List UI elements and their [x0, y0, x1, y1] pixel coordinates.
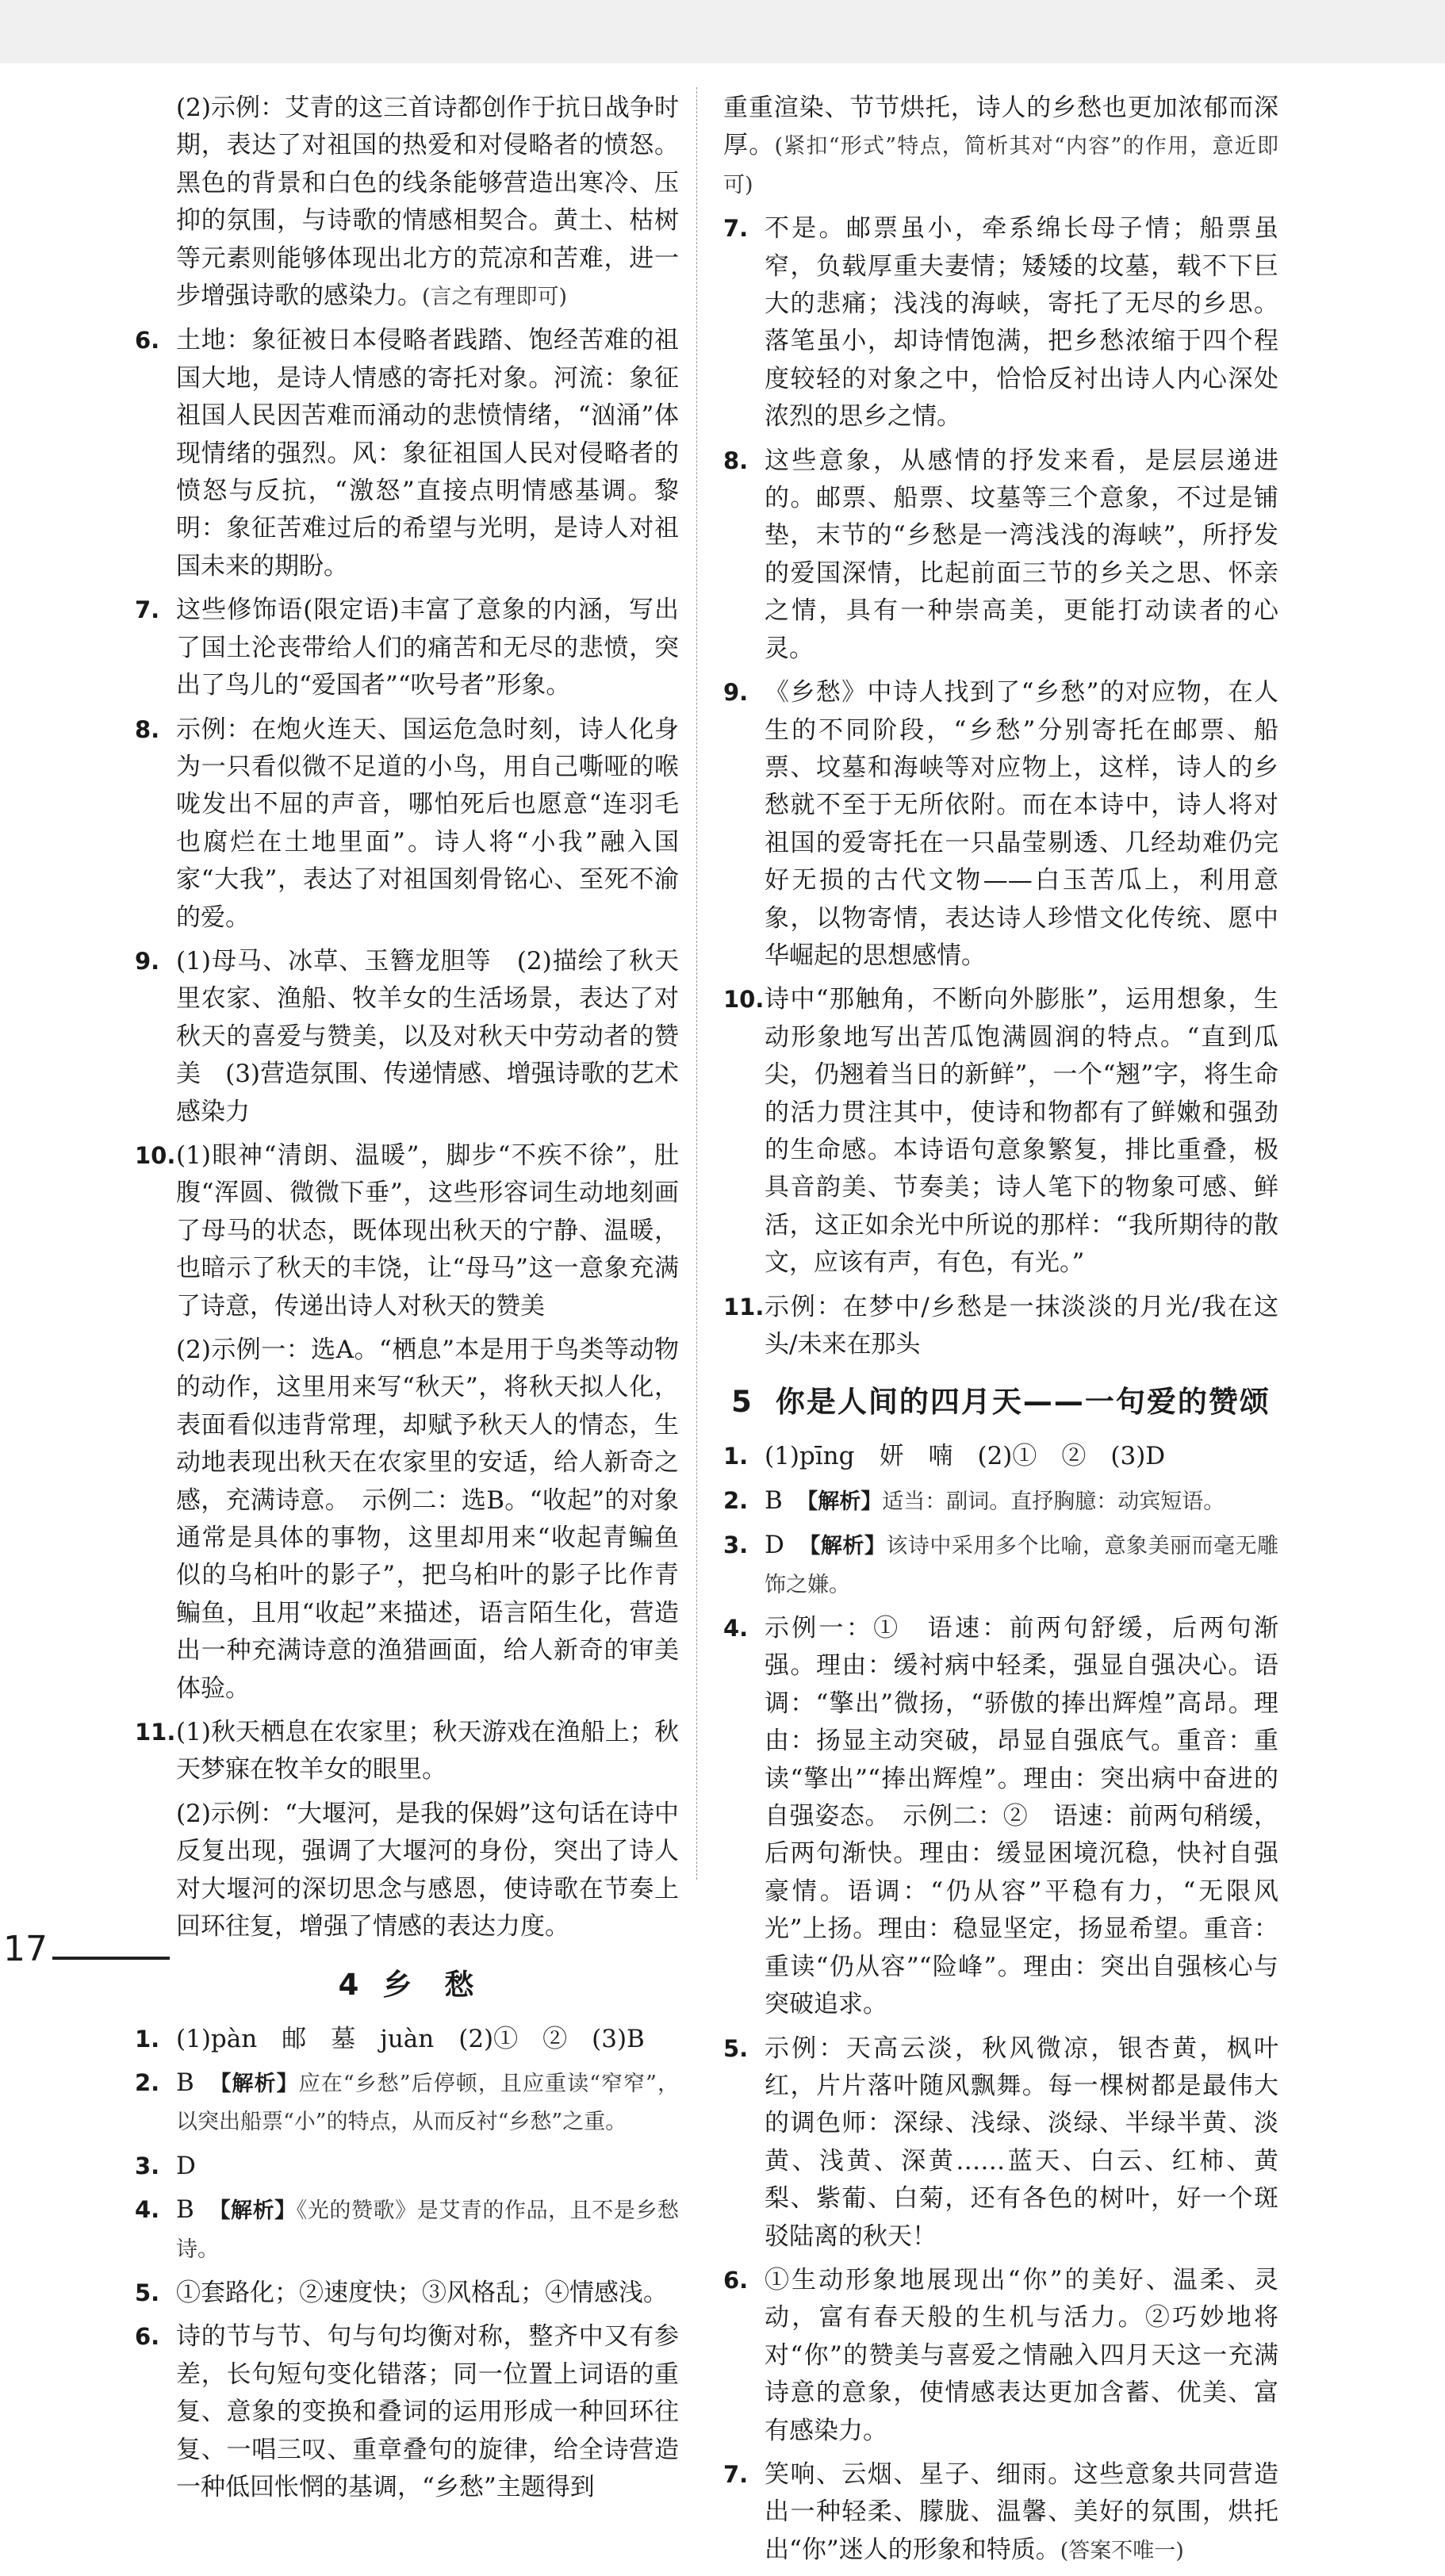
answer-segment: 应在“乡愁”后停顿，且应重读“窄窄”，以突出船票“小”的特点，从而反衬“乡愁”之重。 [176, 2071, 679, 2135]
answer-text [176, 592, 679, 704]
answer-segment: 示例：在炮火连天、国运危急时刻，诗人化身为一只看似微不足道的小鸟，用自己嘶哑的喉咙发出不屈的声音，哪怕死后也愿意“连羽毛也腐烂在土地里面”。诗人将“小我”融入国家“大我”，表达了对祖国刻骨铭心、至死不渝的爱。 [176, 715, 679, 932]
answer-text [176, 1796, 679, 1946]
answer-segment: 示例一：① 语速：前两句舒缓，后两句渐强。理由：缓衬病中轻柔，强显自强决心。语调：“擎出”微扬，“骄傲的捧出辉煌”高昂。理由：扬显主动突破，昂显自强底气。重音：重读“擎出”“捧出辉煌”。理由：突出病中奋进的自强姿态。 示例二：② 语速：前两句稍缓，后两句渐快。理由：缓显困境沉稳，快衬自强豪情。语调：“仍从容”平稳有力，“无限风光”上扬。理由：稳显坚定，扬显希望。重音：重读“仍从容”“险峰”。理由：突出自强核心与突破追求。 [765, 1614, 1278, 2019]
right-answer-list [723, 90, 1278, 1363]
answer-item [135, 943, 679, 1131]
answer-segment: (1)母马、冰草、玉簪龙胆等 (2)描绘了秋天里农家、渔船、牧羊女的生活场景，表达了对秋天的喜爱与赞美，以及对秋天中劳动者的赞美 (3)营造氛围、传递情感、增强诗歌的艺术感染力 [176, 946, 679, 1126]
section-4-answer-list [135, 2021, 679, 2507]
answer-number: 5. [135, 2279, 160, 2306]
answer-text [765, 1289, 1278, 1364]
answer-text [176, 943, 679, 1131]
answer-number: 8. [135, 715, 160, 743]
section-5-answer-list [723, 1438, 1278, 2570]
answer-item [135, 1796, 679, 1946]
answer-number: 1. [723, 1443, 749, 1470]
answer-item [135, 1714, 679, 1789]
column-divider [696, 87, 697, 1880]
answer-text [765, 2456, 1278, 2570]
answer-note: (紧扣“形式”特点，简析其对“内容”的作用，意近即可) [723, 134, 1278, 197]
answer-text [765, 1438, 1278, 1475]
answer-text [723, 90, 1278, 204]
analysis-tag: 【解析】 [809, 1534, 887, 1559]
answer-item [723, 674, 1278, 975]
answer-item [723, 1289, 1278, 1364]
answer-segment: 土地：象征被日本侵略者践踏、饱经苦难的祖国大地，是诗人情感的寄托对象。河流：象征祖国人民因苦难而涌动的悲愤情绪，“汹涌”体现情绪的强烈。风：象征祖国人民对侵略者的愤怒与反抗，“激怒”直接点明情感基调。黎明：象征苦难过后的希望与光明，是诗人对祖国未来的期盼。 [176, 326, 679, 581]
analysis-tag: 【解析】 [220, 2071, 299, 2096]
answer-item [135, 711, 679, 937]
answer-number: 1. [135, 2025, 160, 2053]
answer-segment: (2)示例：“大堰河，是我的保姆”这句话在诗中反复出现，强调了大堰河的身份，突出了诗人对大堰河的深切思念与感恩，使诗歌在节奏上回环往复，增强了情感的表达力度。 [176, 1799, 679, 1942]
answer-item [723, 981, 1278, 1282]
answer-segment: 适当：副词。直抒胸臆：动宾短语。 [882, 1489, 1225, 1514]
answer-text [176, 90, 679, 316]
answer-segment: B [176, 2195, 220, 2225]
answer-segment: 诗中“那触角，不断向外膨胀”，运用想象，生动形象地写出苦瓜饱满圆润的特点。“直到瓜尖，仍翘着当日的新鲜”，一个“翘”字，将生命的活力贯注其中，使诗和物都有了鲜嫩和强劲的生命感。本诗语句意象繁复，排比重叠，极具音韵美、节奏美；诗人笔下的物象可感、鲜活，这正如余光中所说的那样：“我所期待的散文，应该有声，有色，有光。” [765, 985, 1278, 1278]
page-number-rule [52, 1957, 170, 1960]
answer-number: 7. [135, 596, 160, 624]
answer-number: 4. [135, 2196, 160, 2224]
right-column [723, 90, 1278, 2576]
answer-number: 6. [135, 2323, 160, 2351]
answer-number: 11. [723, 1293, 765, 1321]
section-5-number: 5 [731, 1385, 753, 1420]
answer-number: 2. [723, 1486, 749, 1514]
answer-text [176, 322, 679, 585]
answer-text [176, 1137, 679, 1325]
answer-segment: 《光的赞歌》是艾青的作品，且不是乡愁诗。 [176, 2198, 680, 2262]
answer-number: 3. [723, 1531, 749, 1559]
answer-item [135, 592, 679, 704]
answer-item [135, 2064, 679, 2141]
answer-segment: 这些修饰语(限定语)丰富了意象的内涵，写出了国土沦丧带给人们的痛苦和无尽的悲愤，突出了鸟儿的“爱国者”“吹号者”形象。 [176, 596, 679, 700]
section-5-title: 你是人间的四月天——一句爱的赞颂 [775, 1385, 1271, 1420]
answer-item [135, 2148, 679, 2185]
scan-top-band [0, 0, 1445, 63]
answer-text [176, 2191, 679, 2268]
answer-item [135, 1332, 679, 1708]
answer-segment: B [176, 2068, 220, 2097]
page-number: 17 [3, 1929, 48, 1969]
section-5-heading [723, 1378, 1278, 1420]
answer-text [176, 2318, 679, 2506]
answer-item [723, 2456, 1278, 2570]
analysis-tag: 【解析】 [807, 1489, 883, 1514]
answer-number: 8. [723, 447, 749, 474]
answer-text [765, 443, 1278, 668]
answer-text [765, 981, 1278, 1282]
answer-text [765, 1482, 1278, 1520]
answer-item [723, 1527, 1278, 1604]
answer-number: 6. [135, 327, 160, 355]
answer-text [765, 674, 1278, 975]
answer-segment: B [765, 1485, 807, 1515]
answer-item [135, 2191, 679, 2268]
answer-item [723, 2262, 1278, 2450]
answer-segment: ①套路化；②速度快；③风格乱；④情感浅。 [176, 2278, 668, 2307]
answer-number: 5. [723, 2034, 749, 2062]
answer-item [135, 2275, 679, 2312]
answer-text [176, 1714, 679, 1789]
answer-number: 10. [135, 1141, 176, 1169]
answer-text [765, 1527, 1278, 1604]
analysis-tag: 【解析】 [219, 2198, 297, 2224]
answer-text [176, 2021, 679, 2058]
answer-note: (答案不唯一) [1060, 2538, 1184, 2563]
answer-number: 9. [723, 679, 749, 707]
answer-number: 3. [135, 2152, 160, 2179]
answer-segment: (1)pīng 妍 喃 (2)① ② (3)D [765, 1442, 1166, 1471]
answer-number: 2. [135, 2068, 160, 2096]
answer-item [135, 1137, 679, 1325]
answer-item [723, 2030, 1278, 2256]
answer-item [135, 2021, 679, 2058]
answer-item [723, 1438, 1278, 1475]
answer-segment: 笑响、云烟、星子、细雨。这些意象共同营造出一种轻柔、朦胧、温馨、美好的氛围，烘托出“你”迷人的形象和特质。 [765, 2459, 1278, 2564]
answer-segment: 《乡愁》中诗人找到了“乡愁”的对应物，在人生的不同阶段，“乡愁”分别寄托在邮票、船票、坟墓和海峡等对应物上，这样，诗人的乡愁就不至于无所依附。而在本诗中，诗人将对祖国的爱寄托在一只晶莹剔透、几经劫难仍完好无损的古代文物——白玉苦瓜上，利用意象，以物寄情，表达诗人珍惜文化传统、愿中华崛起的思想感情。 [765, 678, 1278, 970]
answer-segment: (1)pàn 邮 墓 juàn (2)① ② (3)B [176, 2024, 645, 2053]
answer-segment: (2)示例一：选A。“栖息”本是用于鸟类等动物的动作，这里用来写“秋天”，将秋天拟人化，表面看似违背常理，却赋予秋天人的情态，生动地表现出秋天在农家里的安适，给人新奇之感，充满诗意。 示例二：选B。“收起”的对象通常是具体的事物，这里却用来“收起青鳊鱼似的乌桕叶的影子”，把乌桕叶的影子比作青鳊鱼，且用“收起”来描述，语言陌生化，营造出一种充满诗意的渔猎画面，给人新奇的审美体验。 [176, 1336, 679, 1703]
answer-segment: 重重渲染、节节烘托，诗人的乡愁也更加浓郁而深厚。 [723, 94, 1278, 160]
answer-item [135, 90, 679, 316]
answer-number: 4. [723, 1615, 749, 1643]
answer-segment: 这些意象，从感情的抒发来看，是层层递进的。邮票、船票、坟墓等三个意象，不过是铺垫，末节的“乡愁是一湾浅浅的海峡”，所抒发的爱国深情，比起前面三节的乡关之思、怀亲之情，具有一种崇高美，更能打动读者的心灵。 [765, 446, 1278, 663]
answer-segment: ①生动形象地展现出“你”的美好、温柔、灵动，富有春天般的生机与活力。②巧妙地将对“你”的赞美与喜爱之情融入四月天这一充满诗意的意象，使情感表达更加含蓄、优美、富有感染力。 [765, 2265, 1278, 2445]
answer-segment: 不是。邮票虽小，牵系绵长母子情；船票虽窄，负载厚重夫妻情；矮矮的坟墓，载不下巨大的悲痛；浅浅的海峡，寄托了无尽的乡思。落笔虽小，却诗情饱满，把乡愁浓缩于四个程度较轻的对象之中，恰恰反衬出诗人内心深处浓烈的思乡之情。 [765, 214, 1278, 431]
answer-segment: (1)眼神“清朗、温暖”，脚步“不疾不徐”，肚腹“浑圆、微微下垂”，这些形容词生动地刻画了母马的状态，既体现出秋天的宁静、温暖，也暗示了秋天的丰饶，让“母马”这一意象充满了诗意，传递出诗人对秋天的赞美 [176, 1140, 679, 1321]
left-column [135, 90, 679, 2513]
section-4-number: 4 [338, 1967, 361, 2002]
answer-segment: 诗的节与节、句与句均衡对称，整齐中又有参差，长句短句变化错落；同一位置上词语的重复、意象的变换和叠词的运用形成一种回环往复、一唱三叹、重章叠句的旋律，给全诗营造一种低回怅惘的基调，“乡愁”主题得到 [176, 2322, 679, 2501]
answer-item [723, 1482, 1278, 1520]
answer-segment: (1)秋天栖息在农家里；秋天游戏在渔船上；秋天梦寐在牧羊女的眼里。 [176, 1718, 679, 1784]
answer-text [176, 2148, 679, 2185]
answer-text [765, 210, 1278, 435]
answer-text [765, 2262, 1278, 2450]
answer-item [135, 2318, 679, 2506]
answer-text [176, 2275, 679, 2312]
answer-number: 7. [723, 215, 749, 243]
answer-text [176, 2064, 679, 2141]
answer-item [723, 90, 1278, 204]
answer-item [135, 322, 679, 585]
answer-number: 11. [135, 1719, 176, 1746]
answer-number: 9. [135, 947, 160, 975]
answer-number: 10. [723, 986, 765, 1014]
answer-text [765, 2030, 1278, 2256]
answer-segment: D [176, 2151, 196, 2180]
answer-text [765, 1610, 1278, 2023]
answer-number: 7. [723, 2460, 749, 2488]
answer-text [176, 1332, 679, 1708]
section-4-title: 乡 愁 [382, 1967, 476, 2002]
answer-item [723, 443, 1278, 668]
answer-segment: 该诗中采用多个比喻，意象美丽而毫无雕饰之嫌。 [765, 1534, 1279, 1597]
left-answer-list [135, 90, 679, 1946]
answer-segment: 示例：在梦中/乡愁是一抹淡淡的月光/我在这头/未来在那头 [765, 1292, 1278, 1359]
answer-segment: D [765, 1531, 810, 1560]
answer-number: 6. [723, 2266, 749, 2294]
answer-note: (言之有理即可) [422, 285, 568, 310]
answer-text [176, 711, 679, 937]
answer-segment: (2)示例：艾青的这三首诗都创作于抗日战争时期，表达了对祖国的热爱和对侵略者的愤怒。黑色的背景和白色的线条能够营造出寒冷、压抑的氛围，与诗歌的情感相契合。黄土、枯树等元素则能够体现出北方的荒凉和苦难，进一步增强诗歌的感染力。 [176, 94, 679, 311]
answer-item [723, 1610, 1278, 2023]
answer-segment: 示例：天高云淡，秋风微凉，银杏黄，枫叶红，片片落叶随风飘舞。每一棵树都是最伟大的调色师：深绿、浅绿、淡绿、半绿半黄、淡黄、浅黄、深黄……蓝天、白云、红柿、黄梨、紫葡、白菊，还有各色的树叶，好一个斑驳陆离的秋天！ [765, 2034, 1278, 2251]
section-4-heading [135, 1961, 679, 2003]
answer-item [723, 210, 1278, 435]
